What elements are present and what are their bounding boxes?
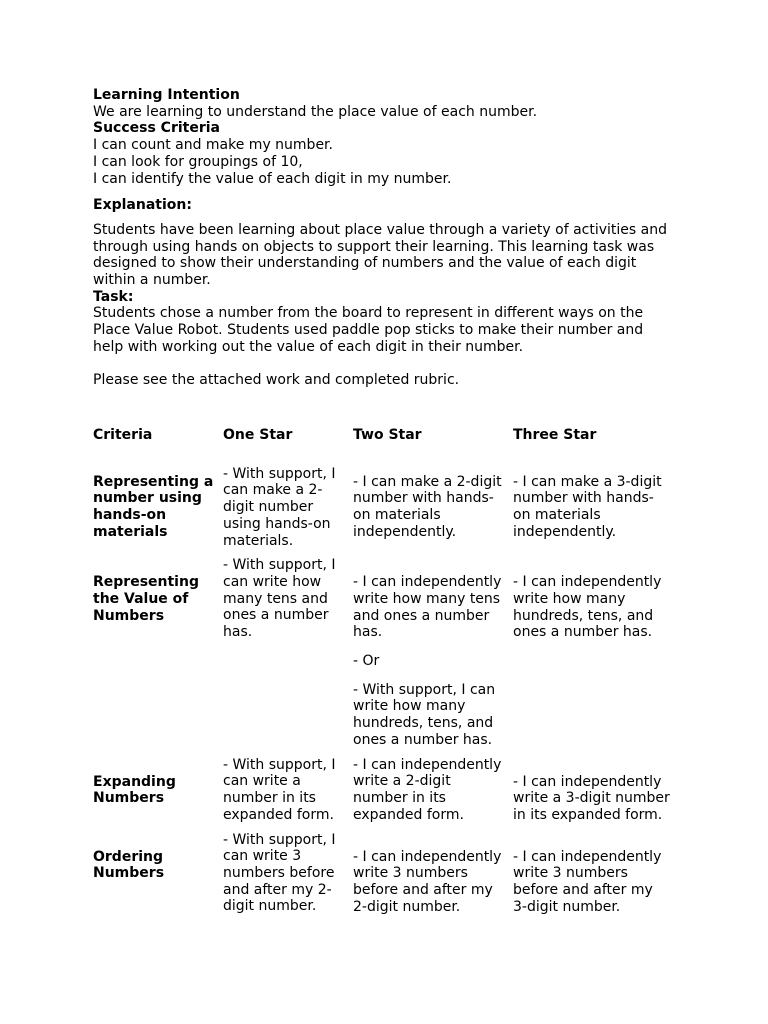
task-note: Please see the attached work and completed rubric. xyxy=(93,371,460,388)
success-criteria-item: I can look for groupings of 10, xyxy=(93,153,303,170)
descriptor-line: on materials xyxy=(513,507,601,524)
rubric-two-star-text xyxy=(353,757,513,824)
task-line: help with working out the value of each digit in their number. xyxy=(93,338,524,355)
rubric-row xyxy=(93,549,683,748)
task-line: Place Value Robot. Students used paddle pop sticks to make their number and xyxy=(93,322,644,339)
success-criteria-item: I can identify the value of each digit in my number. xyxy=(93,170,452,187)
rubric-three-star-text xyxy=(513,574,683,641)
rubric-three-star-text xyxy=(513,474,683,541)
rubric-criteria-label xyxy=(93,849,223,882)
descriptor-line: - With support, I xyxy=(223,465,336,482)
descriptor-line: - I can make a 2-digit xyxy=(353,473,502,490)
descriptor-line: ones a number has. xyxy=(353,731,493,748)
descriptor-line: ones a number xyxy=(223,607,329,624)
criteria-line: Numbers xyxy=(93,790,165,807)
rubric-criteria-cell xyxy=(93,824,223,916)
rubric-criteria-cell xyxy=(93,444,223,550)
rubric-three-star-text xyxy=(513,849,683,916)
descriptor-line: 3-digit number. xyxy=(513,898,621,915)
descriptor-line: hundreds, tens, and xyxy=(353,715,494,732)
descriptor-line: write a 3-digit number xyxy=(513,790,670,807)
rubric-header-two-star: Two Star xyxy=(353,427,422,443)
descriptor-line: number with hands- xyxy=(513,490,654,507)
descriptor-line: before and after my xyxy=(513,882,653,899)
rubric-three-star-cell xyxy=(513,549,683,748)
rubric-row xyxy=(93,444,683,550)
descriptor-line: - With support, I xyxy=(223,756,336,773)
rubric-two-star-cell xyxy=(353,549,513,748)
descriptor-line: many tens and xyxy=(223,590,328,607)
descriptor-line: in its expanded form. xyxy=(513,806,663,823)
descriptor-line: can write how xyxy=(223,573,322,590)
descriptor-line: number with hands- xyxy=(353,490,494,507)
task-line: Students chose a number from the board to represent in different ways on the xyxy=(93,305,644,322)
descriptor-line: write how many xyxy=(353,698,466,715)
descriptor-line: write how many tens xyxy=(353,590,501,607)
rubric-one-star-cell xyxy=(223,549,353,748)
descriptor-line: independently. xyxy=(353,523,457,540)
rubric-two-star-cell xyxy=(353,749,513,824)
descriptor-line: - I can independently xyxy=(353,574,502,591)
descriptor-line: - Or xyxy=(353,653,380,670)
criteria-line: Expanding xyxy=(93,773,176,790)
rubric-three-star-cell xyxy=(513,824,683,916)
rubric-three-star-cell xyxy=(513,749,683,824)
criteria-line: number using xyxy=(93,490,202,507)
learning-intention-heading: Learning Intention xyxy=(93,87,240,103)
rubric-criteria-cell xyxy=(93,549,223,748)
rubric-one-star-cell xyxy=(223,444,353,550)
descriptor-line: on materials xyxy=(353,507,441,524)
explanation-line: through using hands on objects to support their learning. This learning task was xyxy=(93,238,655,255)
learning-intention-text: We are learning to understand the place value of each number. xyxy=(93,103,538,120)
descriptor-line: number in its xyxy=(223,789,316,806)
criteria-line: Numbers xyxy=(93,607,165,624)
descriptor-line: has. xyxy=(223,624,253,641)
rubric-header-one-star: One Star xyxy=(223,427,293,443)
rubric-two-star-text xyxy=(353,682,513,749)
criteria-line: Representing xyxy=(93,574,199,591)
descriptor-line: can write a xyxy=(223,773,301,790)
success-criteria-heading: Success Criteria xyxy=(93,120,220,137)
criteria-line: materials xyxy=(93,523,168,540)
descriptor-line: number in its xyxy=(353,789,446,806)
descriptor-line: can write 3 xyxy=(223,848,302,865)
descriptor-line: numbers before xyxy=(223,865,335,882)
rubric-one-star-text xyxy=(223,757,353,824)
descriptor-line: - I can independently xyxy=(353,756,502,773)
descriptor-line: materials. xyxy=(223,532,294,549)
descriptor-line: and after my 2- xyxy=(223,881,332,898)
rubric-header-three-star: Three Star xyxy=(513,427,597,443)
descriptor-line: - I can independently xyxy=(513,848,662,865)
task-paragraph xyxy=(93,305,683,355)
descriptor-line: ones a number has. xyxy=(513,624,653,641)
rubric-one-star-text xyxy=(223,832,353,916)
descriptor-line: - With support, I xyxy=(223,557,336,574)
rubric-two-star-cell xyxy=(353,824,513,916)
descriptor-line: - I can independently xyxy=(513,574,662,591)
descriptor-line: 2-digit number. xyxy=(353,898,461,915)
descriptor-line: before and after my xyxy=(353,882,493,899)
task-heading: Task: xyxy=(93,288,134,305)
rubric-two-star-cell xyxy=(353,444,513,550)
criteria-line: Ordering xyxy=(93,848,164,865)
rubric-criteria-label xyxy=(93,574,223,624)
rubric-header-row xyxy=(93,427,683,444)
descriptor-line: digit number xyxy=(223,499,314,516)
descriptor-line: write how many xyxy=(513,590,626,607)
rubric-criteria-label xyxy=(93,474,223,541)
success-criteria-item: I can count and make my number. xyxy=(93,137,333,154)
descriptor-line: - With support, I xyxy=(223,831,336,848)
rubric-one-star-cell xyxy=(223,824,353,916)
rubric-row xyxy=(93,749,683,824)
rubric-criteria-label xyxy=(93,774,223,807)
descriptor-line: - I can independently xyxy=(513,773,662,790)
rubric-two-star-text xyxy=(353,574,513,641)
rubric-one-star-cell xyxy=(223,749,353,824)
rubric-two-star-text xyxy=(353,474,513,541)
descriptor-line: - I can make a 3-digit xyxy=(513,473,662,490)
descriptor-line: write 3 numbers xyxy=(513,865,628,882)
criteria-line: Representing a xyxy=(93,473,214,490)
descriptor-line: digit number. xyxy=(223,898,317,915)
rubric-three-star-cell xyxy=(513,444,683,550)
rubric-row xyxy=(93,824,683,916)
rubric-three-star-text xyxy=(513,774,683,824)
explanation-paragraph xyxy=(93,222,683,289)
explanation-heading: Explanation: xyxy=(93,197,192,214)
rubric-two-star-text xyxy=(353,653,513,670)
rubric-body xyxy=(93,444,683,916)
rubric-table xyxy=(93,427,683,915)
explanation-line: Students have been learning about place value through a variety of activities and xyxy=(93,221,667,238)
descriptor-line: using hands-on xyxy=(223,515,331,532)
rubric-criteria-cell xyxy=(93,749,223,824)
descriptor-line: expanded form. xyxy=(353,806,464,823)
descriptor-line: and ones a number xyxy=(353,607,490,624)
rubric-one-star-text xyxy=(223,466,353,550)
document-body xyxy=(93,87,683,388)
descriptor-line: expanded form. xyxy=(223,806,334,823)
rubric-header-criteria: Criteria xyxy=(93,427,153,443)
rubric-one-star-text xyxy=(223,557,353,641)
descriptor-line: write a 2-digit xyxy=(353,773,451,790)
descriptor-line: independently. xyxy=(513,523,617,540)
explanation-line: within a number. xyxy=(93,272,211,289)
descriptor-line: has. xyxy=(353,624,383,641)
descriptor-line: write 3 numbers xyxy=(353,865,468,882)
descriptor-line: - With support, I can xyxy=(353,681,496,698)
criteria-line: hands-on xyxy=(93,507,167,524)
descriptor-line: hundreds, tens, and xyxy=(513,607,654,624)
descriptor-line: - I can independently xyxy=(353,848,502,865)
criteria-line: Numbers xyxy=(93,865,165,882)
criteria-line: the Value of xyxy=(93,590,189,607)
explanation-line: designed to show their understanding of numbers and the value of each digit xyxy=(93,255,637,272)
descriptor-line: can make a 2- xyxy=(223,482,323,499)
rubric-two-star-text xyxy=(353,849,513,916)
